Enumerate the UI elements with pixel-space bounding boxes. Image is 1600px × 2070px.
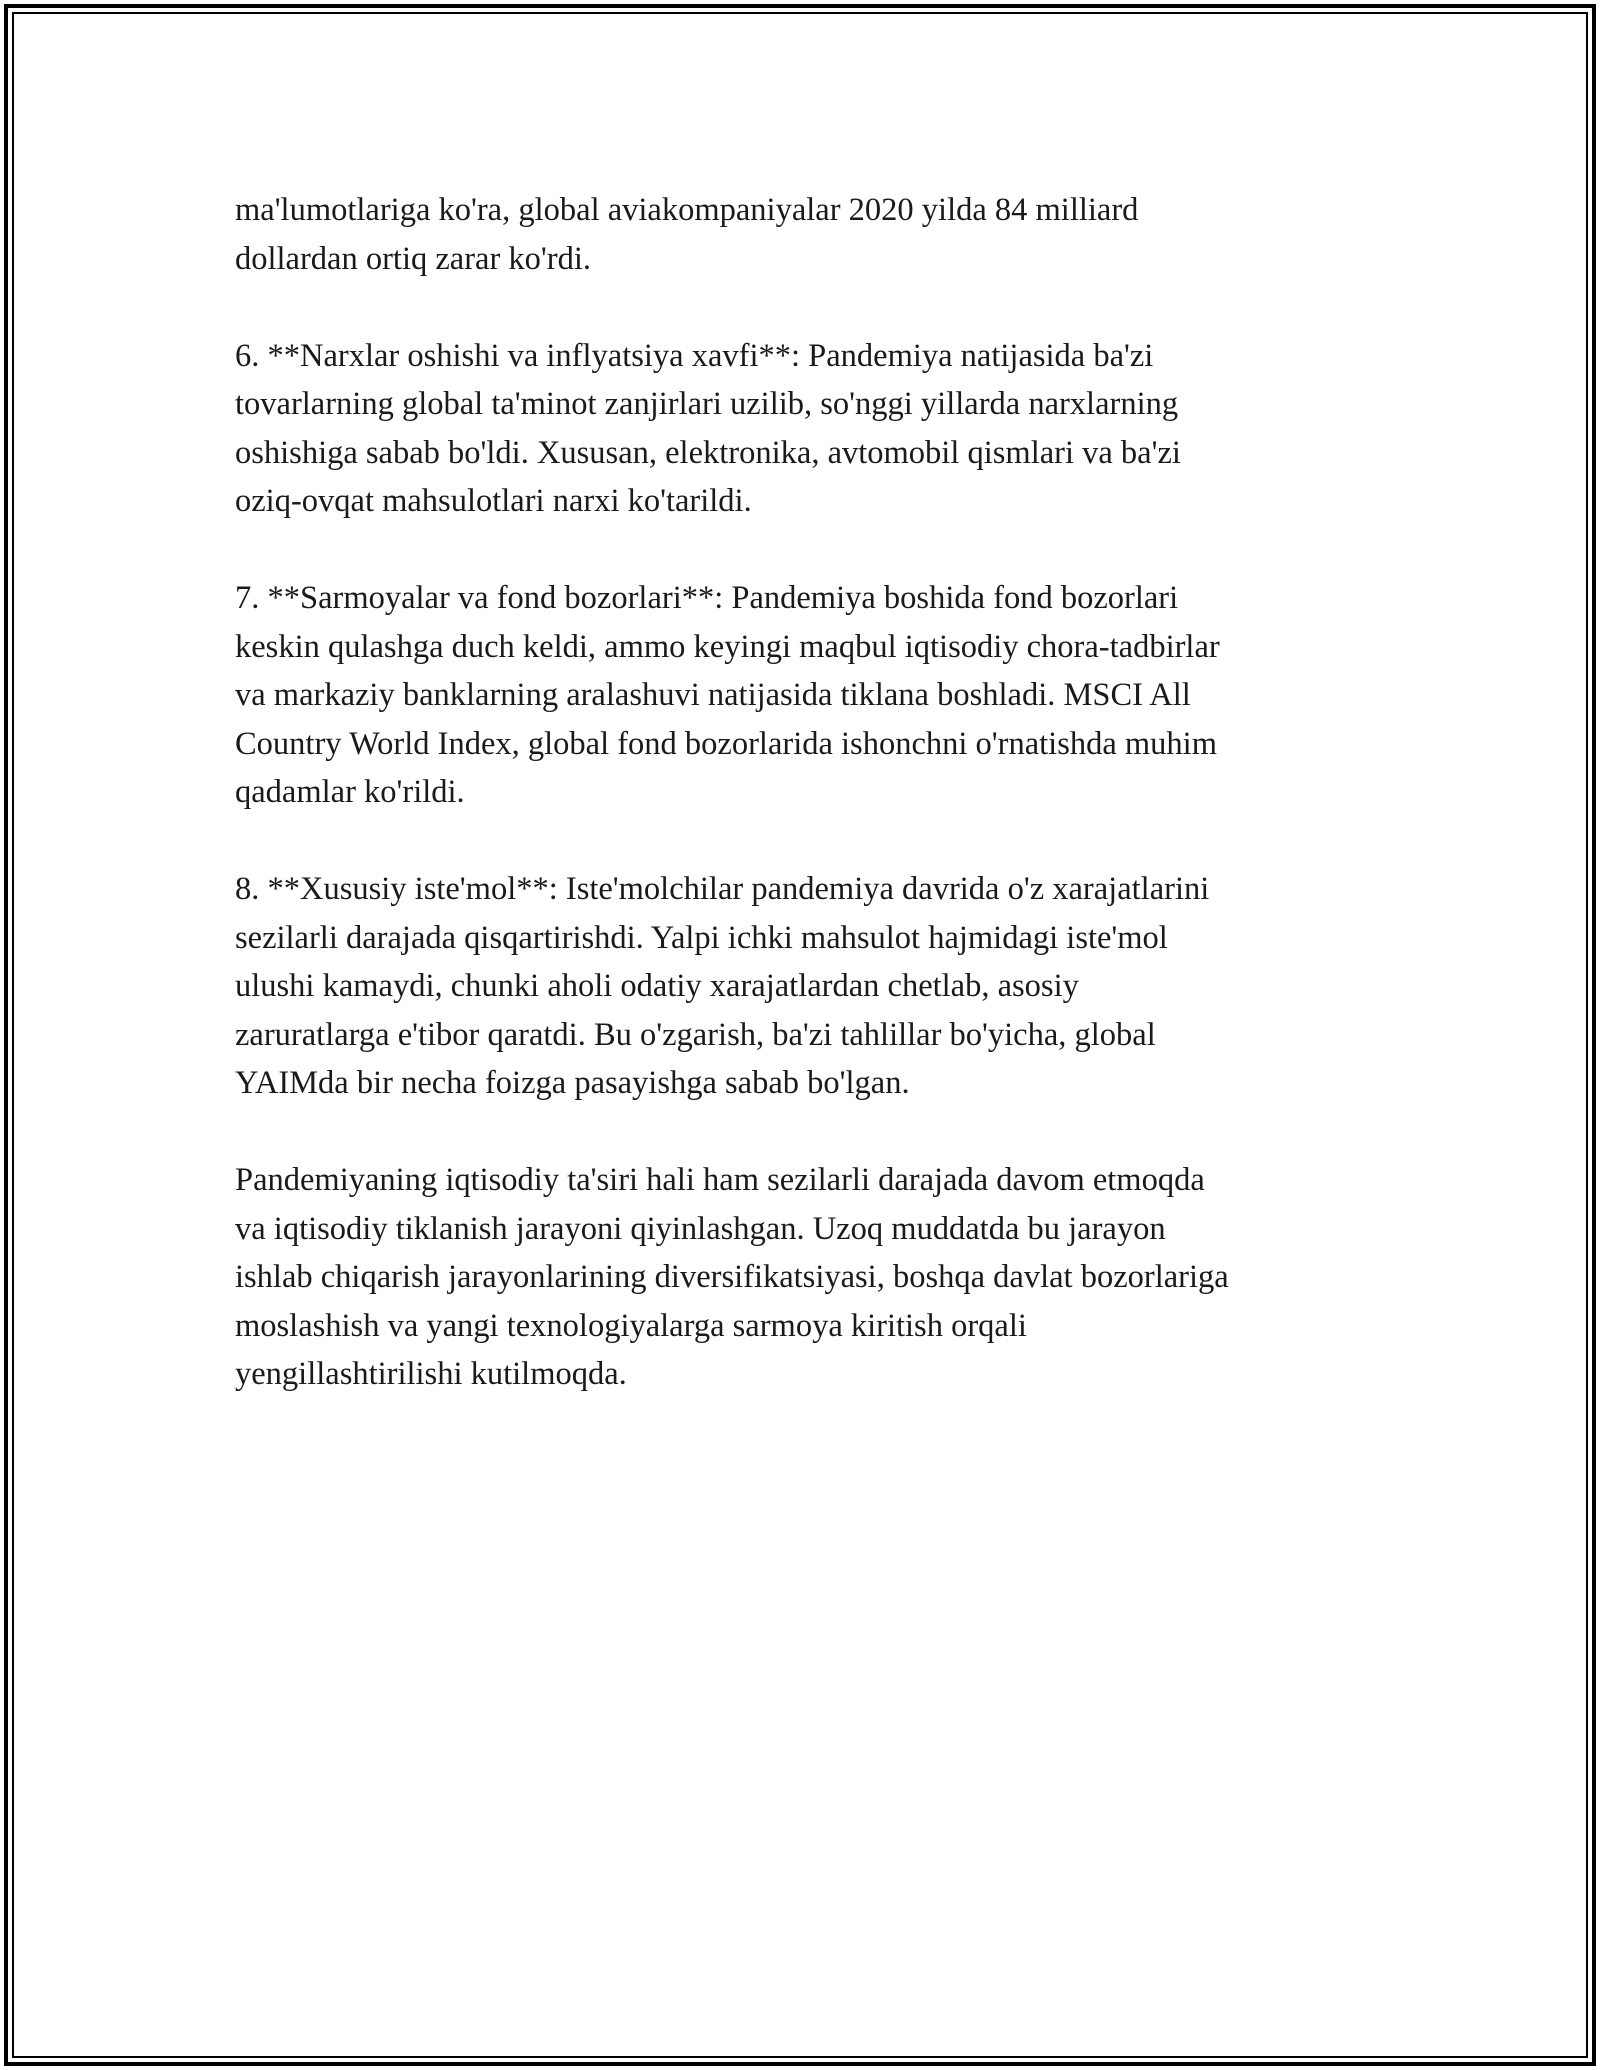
paragraph-item-7-investments: 7. **Sarmoyalar va fond bozorlari**: Pandemiya boshida fond bozorlari keskin qulashga duch keldi, ammo keyingi maqbul iqtisodiy chora-tadbirlar va markaziy banklarning aralashuvi natijasida tiklana boshladi. MSCI All Country World Index, global fond bozorlarida ishonchni o'rnatishda muhim qadamlar ko'rildi.: [235, 580, 1220, 810]
document-body: [235, 186, 1365, 1447]
paragraph-conclusion: Pandemiyaning iqtisodiy ta'siri hali ham sezilarli darajada davom etmoqda va iqtisodiy tiklanish jarayoni qiyinlashgan. Uzoq muddatda bu jarayon ishlab chiqarish jarayonlarining diversifikatsiyasi, boshqa davlat bozorlariga moslashish va yangi texnologiyalarga sarmoya kiritish orqali yengillashtirilishi kutilmoqda.: [235, 1162, 1229, 1392]
paragraph-item-6-inflation: 6. **Narxlar oshishi va inflyatsiya xavfi**: Pandemiya natijasida ba'zi tovarlarning global ta'minot zanjirlari uzilib, so'nggi yillarda narxlarning oshishiga sabab bo'ldi. Xususan, elektronika, avtomobil qismlari va ba'zi oziq-ovqat mahsulotlari narxi ko'tarildi.: [235, 337, 1181, 519]
paragraph-airlines-loss: ma'lumotlariga ko'ra, global aviakompaniyalar 2020 yilda 84 milliard dollardan ortiq zarar ko'rdi.: [235, 192, 1139, 277]
paragraph-item-8-consumption: 8. **Xususiy iste'mol**: Iste'molchilar pandemiya davrida o'z xarajatlarini sezilarli darajada qisqartirishdi. Yalpi ichki mahsulot hajmidagi iste'mol ulushi kamaydi, chunki aholi odatiy xarajatlardan chetlab, asosiy zaruratlarga e'tibor qaratdi. Bu o'zgarish, ba'zi tahlillar bo'yicha, global YAIMda bir necha foizga pasayishga sabab bo'lgan.: [235, 871, 1210, 1101]
